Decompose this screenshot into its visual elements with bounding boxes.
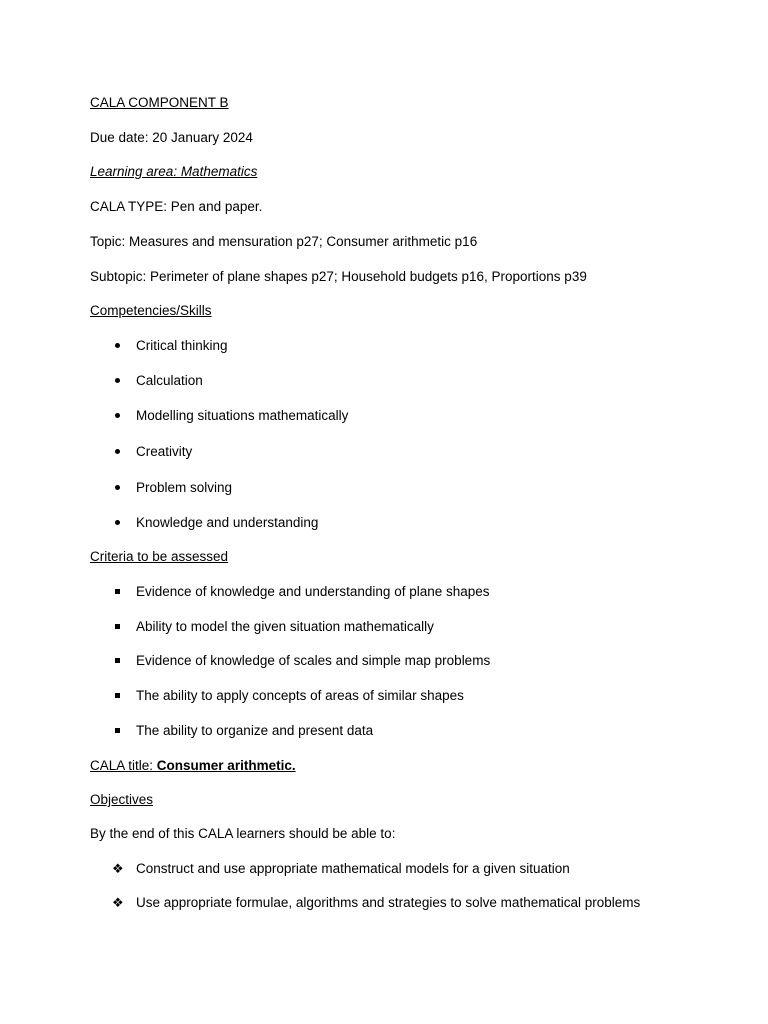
due-date: Due date: 20 January 2024 (90, 130, 253, 145)
bullet-square-icon (112, 618, 136, 636)
cala-type: CALA TYPE: Pen and paper. (90, 199, 263, 214)
criteria-item: Evidence of knowledge and understanding of plane shapes (112, 583, 490, 601)
bullet-dot-icon (112, 514, 136, 532)
bullet-dot-icon (112, 443, 136, 461)
competency-item: Critical thinking (112, 337, 228, 355)
bullet-square-icon (112, 722, 136, 740)
document-heading: CALA COMPONENT B (90, 95, 229, 110)
bullet-dot-icon (112, 372, 136, 390)
bullet-square-icon (112, 652, 136, 670)
criteria-item: The ability to apply concepts of areas of similar shapes (112, 687, 464, 705)
cala-title (90, 757, 296, 775)
subtopic: Subtopic: Perimeter of plane shapes p27; Household budgets p16, Proportions p39 (90, 269, 587, 284)
competencies-heading: Competencies/Skills (90, 303, 212, 318)
learning-area: Learning area: Mathematics (90, 164, 258, 179)
competency-item: Modelling situations mathematically (112, 407, 348, 425)
bullet-dot-icon (112, 407, 136, 425)
competency-item: Knowledge and understanding (112, 514, 318, 532)
topic: Topic: Measures and mensuration p27; Consumer arithmetic p16 (90, 234, 478, 249)
criteria-item: Evidence of knowledge of scales and simple map problems (112, 652, 490, 670)
criteria-item: The ability to organize and present data (112, 722, 373, 740)
bullet-dot-icon (112, 337, 136, 355)
diamond-bullet-icon: ❖ (112, 861, 124, 876)
bullet-dot-icon (112, 479, 136, 497)
objective-item: ❖ Use appropriate formulae, algorithms and strategies to solve mathematical problems (112, 895, 641, 910)
competency-item: Creativity (112, 443, 192, 461)
objectives-heading: Objectives (90, 792, 154, 807)
competency-item: Problem solving (112, 479, 232, 497)
criteria-item: Ability to model the given situation mathematically (112, 618, 434, 636)
diamond-bullet-icon: ❖ (112, 895, 124, 910)
objective-item: ❖ Construct and use appropriate mathematical models for a given situation (112, 861, 570, 876)
cala-title-label: CALA title: (90, 758, 157, 773)
bullet-square-icon (112, 583, 136, 601)
cala-title-value: Consumer arithmetic. (156, 758, 296, 773)
objectives-intro: By the end of this CALA learners should be able to: (90, 826, 396, 841)
bullet-square-icon (112, 687, 136, 705)
competency-item: Calculation (112, 372, 203, 390)
criteria-heading: Criteria to be assessed (90, 549, 229, 564)
